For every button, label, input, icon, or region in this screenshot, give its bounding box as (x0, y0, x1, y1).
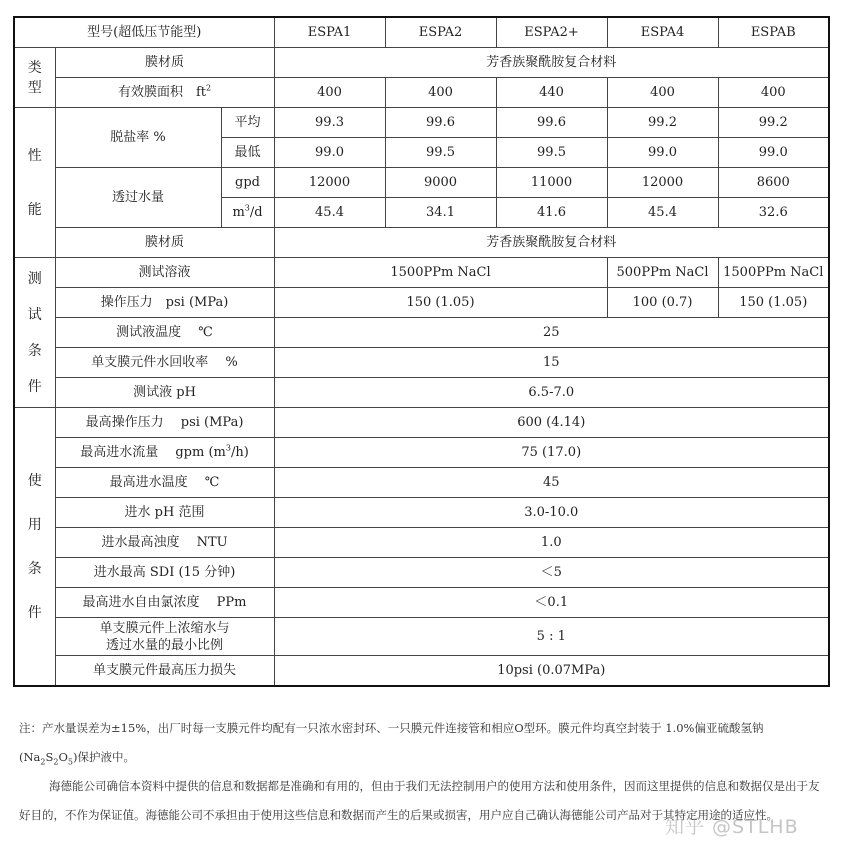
group-char: 类 (27, 59, 42, 76)
group-char: 条 (27, 560, 42, 577)
cell-value: 99.6 (385, 108, 496, 138)
group-char: 性 (27, 147, 42, 164)
cell-value: 440 (496, 78, 607, 108)
group-char: 条 (27, 342, 42, 359)
salt-rejection-min-label: 最低 (221, 138, 274, 168)
cell-value: ＜0.1 (274, 588, 829, 618)
table-row (14, 288, 829, 318)
cell-value: 400 (718, 78, 829, 108)
cell-value: 1500PPm NaCl (274, 258, 607, 288)
watermark: 知乎 @STLHB (665, 816, 799, 838)
cell-value: ＜5 (274, 558, 829, 588)
permeate-gpd-label: gpd (221, 168, 274, 198)
table-row (14, 318, 829, 348)
permeate-flow-label: 透过水量 (55, 168, 221, 228)
effective-area-label: 有效膜面积 $ft^2$ (55, 78, 274, 108)
group-char: 型 (27, 79, 42, 96)
table-row (14, 558, 829, 588)
table-row (14, 618, 829, 656)
table-row (14, 228, 829, 258)
max-feed-temperature-label: 最高进水温度 ℃ (55, 468, 274, 498)
cell-value: 99.0 (607, 138, 718, 168)
group-char: 试 (27, 306, 42, 323)
cell-value: 99.2 (718, 108, 829, 138)
test-solution-label: 测试溶液 (55, 258, 274, 288)
cell-value: 99.5 (385, 138, 496, 168)
permeate-m3d-label: $m^3/d$ (221, 198, 274, 228)
model-espa2: ESPA2 (385, 17, 496, 48)
group-char: 件 (27, 604, 42, 621)
cell-value: 100 (0.7) (607, 288, 718, 318)
cell-value: 10psi (0.07MPa) (274, 656, 829, 687)
operating-pressure-label: 操作压力 psi (MPa) (55, 288, 274, 318)
max-pressure-drop-label: 单支膜元件最高压力损失 (55, 656, 274, 687)
cell-value: 150 (1.05) (718, 288, 829, 318)
test-temperature-label: 测试液温度 ℃ (55, 318, 274, 348)
group-char: 测 (27, 270, 42, 287)
group-char: 使 (27, 472, 42, 489)
group-char: 用 (27, 516, 42, 533)
max-operating-pressure-label: 最高操作压力 psi (MPa) (55, 408, 274, 438)
model-espa4: ESPA4 (607, 17, 718, 48)
table-row (14, 108, 829, 138)
min-concentrate-permeate-ratio-label: 单支膜元件上浓缩水与 透过水量的最小比例 (55, 618, 274, 656)
cell-value: 400 (274, 78, 385, 108)
table-row (14, 408, 829, 438)
model-espa1: ESPA1 (274, 17, 385, 48)
table-row (14, 656, 829, 687)
cell-value: 99.2 (607, 108, 718, 138)
table-row (14, 588, 829, 618)
table-row (14, 258, 829, 288)
membrane-material-label: 膜材质 (55, 228, 274, 258)
max-feed-turbidity-label: 进水最高浊度 NTU (55, 528, 274, 558)
model-espab: ESPAB (718, 17, 829, 48)
feed-ph-range-label: 进水 pH 范围 (55, 498, 274, 528)
cell-value: 12000 (274, 168, 385, 198)
cell-value: 99.5 (496, 138, 607, 168)
table-row (14, 348, 829, 378)
table-row (14, 498, 829, 528)
cell-value: 5 : 1 (274, 618, 829, 656)
membrane-material-value: 芳香族聚酰胺复合材料 (274, 228, 829, 258)
salt-rejection-avg-label: 平均 (221, 108, 274, 138)
header-row (14, 17, 829, 48)
cell-value: 34.1 (385, 198, 496, 228)
max-feed-flow-label: 最高进水流量 gpm $(m^3/h)$ (55, 438, 274, 468)
group-char: 能 (27, 201, 42, 218)
table-row (14, 378, 829, 408)
membrane-material-value: 芳香族聚酰胺复合材料 (274, 48, 829, 78)
cell-value: 8600 (718, 168, 829, 198)
cell-value: 32.6 (718, 198, 829, 228)
cell-value: 99.6 (496, 108, 607, 138)
table-row (14, 78, 829, 108)
cell-value: 3.0-10.0 (274, 498, 829, 528)
test-ph-label: 测试液 pH (55, 378, 274, 408)
chemical-formula: $(Na_2S_2O_5)$保护液中。 (19, 750, 136, 767)
cell-value: 9000 (385, 168, 496, 198)
cell-value: 15 (274, 348, 829, 378)
cell-value: 75 (17.0) (274, 438, 829, 468)
disclaimer-paragraph: 海德能公司确信本资料中提供的信息和数据都是准确和有用的，但由于我们无法控制用户的使用方法和使用条件，因而这里提供的信息和数据仅是出于友好目的，不作为保证值。海德能公司不承担由于使用这些信息和数据而产生的后果或损害，用户应自己确认海德能公司产品对于其特定用途的适应性。 (19, 779, 820, 822)
table-row (14, 438, 829, 468)
group-label-type (14, 48, 55, 108)
salt-rejection-label: 脱盐率 % (55, 108, 221, 168)
cell-value: 45 (274, 468, 829, 498)
cell-value: 41.6 (496, 198, 607, 228)
cell-value: 99.3 (274, 108, 385, 138)
cell-value: 1.0 (274, 528, 829, 558)
model-label: 型号(超低压节能型) (14, 17, 274, 48)
max-feed-sdi-label: 进水最高 SDI (15 分钟) (55, 558, 274, 588)
cell-value: 12000 (607, 168, 718, 198)
group-label-test-conditions (14, 258, 55, 408)
recovery-rate-label: 单支膜元件水回收率 % (55, 348, 274, 378)
cell-value: 45.4 (607, 198, 718, 228)
cell-value: 1500PPm NaCl (718, 258, 829, 288)
cell-value: 400 (385, 78, 496, 108)
cell-value: 45.4 (274, 198, 385, 228)
table-row (14, 168, 829, 198)
model-espa2plus: ESPA2+ (496, 17, 607, 48)
max-free-chlorine-label: 最高进水自由氯浓度 PPm (55, 588, 274, 618)
cell-value: 150 (1.05) (274, 288, 607, 318)
group-char: 件 (27, 378, 42, 395)
table-row (14, 528, 829, 558)
cell-value: 11000 (496, 168, 607, 198)
cell-value: 400 (607, 78, 718, 108)
cell-value: 500PPm NaCl (607, 258, 718, 288)
table-row (14, 468, 829, 498)
membrane-spec-table (13, 16, 830, 687)
table-row (14, 48, 829, 78)
cell-value: 99.0 (718, 138, 829, 168)
group-label-usage-conditions (14, 408, 55, 687)
cell-value: 25 (274, 318, 829, 348)
cell-value: 6.5-7.0 (274, 378, 829, 408)
group-label-performance (14, 108, 55, 258)
cell-value: 600 (4.14) (274, 408, 829, 438)
membrane-material-label: 膜材质 (55, 48, 274, 78)
note-production-tolerance: 注：产水量误差为±15%，出厂时每一支膜元件均配有一只浓水密封环、一只膜元件连接管和相应O型环。膜元件均真空封装于 1.0%偏亚硫酸氢钠 $(Na_2S_2O_5)$保护液中。 (19, 721, 764, 767)
cell-value: 99.0 (274, 138, 385, 168)
